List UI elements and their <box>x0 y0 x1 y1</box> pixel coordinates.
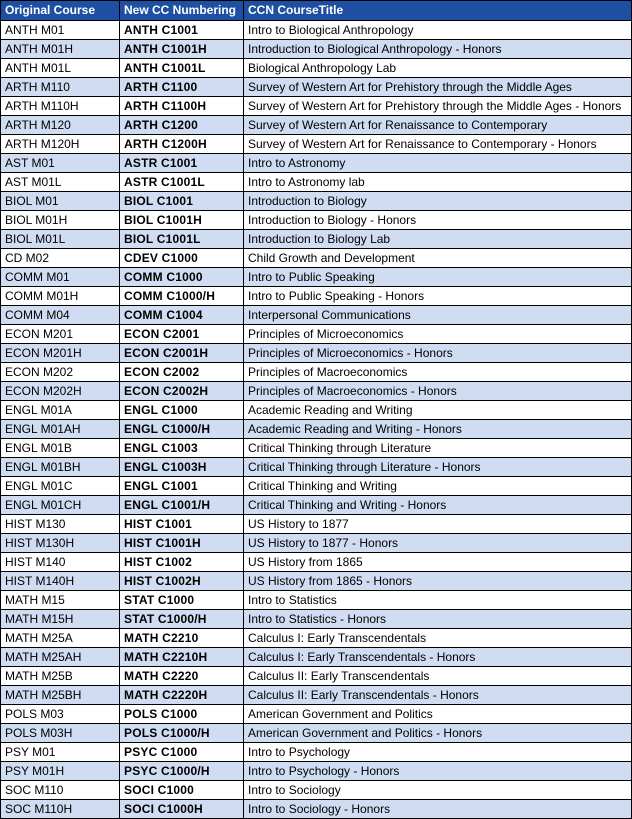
ccn-number-cell: ASTR C1001 <box>120 154 244 173</box>
table-row <box>1 401 632 420</box>
table-row <box>1 477 632 496</box>
table-row <box>1 40 632 59</box>
ccn-number-cell: ENGL C1003H <box>120 458 244 477</box>
ccn-title-cell: Principles of Macroeconomics <box>244 363 632 382</box>
table-row <box>1 629 632 648</box>
ccn-title-cell: Survey of Western Art for Renaissance to Contemporary - Honors <box>244 135 632 154</box>
original-course-cell: MATH M15H <box>1 610 120 629</box>
ccn-title-cell: Interpersonal Communications <box>244 306 632 325</box>
ccn-number-cell: ECON C2002 <box>120 363 244 382</box>
ccn-title-cell: Intro to Psychology <box>244 743 632 762</box>
ccn-number-cell: ARTH C1200 <box>120 116 244 135</box>
ccn-title-cell: Intro to Astronomy lab <box>244 173 632 192</box>
ccn-title-cell: US History from 1865 <box>244 553 632 572</box>
original-course-cell: ENGL M01B <box>1 439 120 458</box>
ccn-title-cell: Child Growth and Development <box>244 249 632 268</box>
ccn-number-cell: MATH C2220 <box>120 667 244 686</box>
table-header <box>1 1 632 21</box>
table-row <box>1 781 632 800</box>
table-row <box>1 173 632 192</box>
ccn-title-cell: Introduction to Biology - Honors <box>244 211 632 230</box>
original-course-cell: MATH M25B <box>1 667 120 686</box>
original-course-cell: MATH M25AH <box>1 648 120 667</box>
ccn-title-cell: Critical Thinking and Writing - Honors <box>244 496 632 515</box>
table-row <box>1 363 632 382</box>
header-new-cc-numbering: New CC Numbering <box>120 1 244 21</box>
ccn-title-cell: Principles of Macroeconomics - Honors <box>244 382 632 401</box>
ccn-number-cell: COMM C1000 <box>120 268 244 287</box>
ccn-title-cell: Academic Reading and Writing - Honors <box>244 420 632 439</box>
original-course-cell: BIOL M01H <box>1 211 120 230</box>
ccn-number-cell: PSYC C1000/H <box>120 762 244 781</box>
table-row <box>1 154 632 173</box>
ccn-number-cell: HIST C1001H <box>120 534 244 553</box>
table-row <box>1 306 632 325</box>
ccn-number-cell: ANTH C1001 <box>120 21 244 40</box>
table-row <box>1 724 632 743</box>
ccn-title-cell: Intro to Public Speaking <box>244 268 632 287</box>
original-course-cell: POLS M03 <box>1 705 120 724</box>
table-row <box>1 515 632 534</box>
ccn-title-cell: Survey of Western Art for Prehistory through the Middle Ages <box>244 78 632 97</box>
ccn-number-cell: BIOL C1001L <box>120 230 244 249</box>
ccn-number-cell: PSYC C1000 <box>120 743 244 762</box>
header-original-course: Original Course <box>1 1 120 21</box>
ccn-number-cell: POLS C1000 <box>120 705 244 724</box>
original-course-cell: ECON M201 <box>1 325 120 344</box>
ccn-number-cell: HIST C1001 <box>120 515 244 534</box>
table-body <box>1 21 632 819</box>
original-course-cell: BIOL M01 <box>1 192 120 211</box>
original-course-cell: MATH M15 <box>1 591 120 610</box>
table-row <box>1 230 632 249</box>
ccn-number-cell: SOCI C1000H <box>120 800 244 819</box>
ccn-number-cell: ENGL C1001 <box>120 477 244 496</box>
ccn-title-cell: Intro to Sociology - Honors <box>244 800 632 819</box>
original-course-cell: ARTH M110 <box>1 78 120 97</box>
ccn-title-cell: Academic Reading and Writing <box>244 401 632 420</box>
table-row <box>1 382 632 401</box>
original-course-cell: ANTH M01 <box>1 21 120 40</box>
original-course-cell: HIST M130 <box>1 515 120 534</box>
ccn-number-cell: BIOL C1001H <box>120 211 244 230</box>
original-course-cell: HIST M130H <box>1 534 120 553</box>
table-row <box>1 268 632 287</box>
ccn-title-cell: US History to 1877 - Honors <box>244 534 632 553</box>
original-course-cell: SOC M110 <box>1 781 120 800</box>
original-course-cell: ANTH M01H <box>1 40 120 59</box>
ccn-number-cell: STAT C1000 <box>120 591 244 610</box>
ccn-title-cell: Intro to Astronomy <box>244 154 632 173</box>
original-course-cell: ENGL M01C <box>1 477 120 496</box>
original-course-cell: ENGL M01AH <box>1 420 120 439</box>
ccn-number-cell: COMM C1000/H <box>120 287 244 306</box>
original-course-cell: AST M01 <box>1 154 120 173</box>
ccn-number-cell: ECON C2001 <box>120 325 244 344</box>
table-row <box>1 78 632 97</box>
table-row <box>1 591 632 610</box>
ccn-number-cell: ECON C2001H <box>120 344 244 363</box>
ccn-number-cell: ENGL C1001/H <box>120 496 244 515</box>
table-row <box>1 439 632 458</box>
original-course-cell: ECON M202H <box>1 382 120 401</box>
ccn-number-cell: ENGL C1000 <box>120 401 244 420</box>
original-course-cell: ENGL M01CH <box>1 496 120 515</box>
ccn-title-cell: Critical Thinking and Writing <box>244 477 632 496</box>
ccn-number-cell: STAT C1000/H <box>120 610 244 629</box>
original-course-cell: ECON M202 <box>1 363 120 382</box>
ccn-number-cell: MATH C2210H <box>120 648 244 667</box>
original-course-cell: BIOL M01L <box>1 230 120 249</box>
table-row <box>1 800 632 819</box>
ccn-title-cell: Calculus II: Early Transcendentals <box>244 667 632 686</box>
table-row <box>1 420 632 439</box>
ccn-number-cell: BIOL C1001 <box>120 192 244 211</box>
original-course-cell: PSY M01 <box>1 743 120 762</box>
ccn-number-cell: MATH C2210 <box>120 629 244 648</box>
ccn-number-cell: ANTH C1001H <box>120 40 244 59</box>
original-course-cell: COMM M01H <box>1 287 120 306</box>
table-row <box>1 344 632 363</box>
ccn-number-cell: CDEV C1000 <box>120 249 244 268</box>
table-row <box>1 743 632 762</box>
original-course-cell: MATH M25A <box>1 629 120 648</box>
table-row <box>1 496 632 515</box>
ccn-number-cell: SOCI C1000 <box>120 781 244 800</box>
ccn-number-cell: COMM C1004 <box>120 306 244 325</box>
table-row <box>1 667 632 686</box>
ccn-title-cell: Critical Thinking through Literature - Honors <box>244 458 632 477</box>
ccn-title-cell: Intro to Sociology <box>244 781 632 800</box>
original-course-cell: COMM M04 <box>1 306 120 325</box>
table-row <box>1 21 632 40</box>
ccn-title-cell: Survey of Western Art for Prehistory through the Middle Ages - Honors <box>244 97 632 116</box>
table-row <box>1 553 632 572</box>
table-row <box>1 610 632 629</box>
table-row <box>1 59 632 78</box>
original-course-cell: ENGL M01BH <box>1 458 120 477</box>
original-course-cell: ARTH M120 <box>1 116 120 135</box>
ccn-number-cell: HIST C1002H <box>120 572 244 591</box>
original-course-cell: COMM M01 <box>1 268 120 287</box>
ccn-number-cell: ARTH C1100H <box>120 97 244 116</box>
table-row <box>1 249 632 268</box>
ccn-number-cell: HIST C1002 <box>120 553 244 572</box>
table-row <box>1 211 632 230</box>
ccn-title-cell: Intro to Psychology - Honors <box>244 762 632 781</box>
ccn-title-cell: Principles of Microeconomics <box>244 325 632 344</box>
original-course-cell: SOC M110H <box>1 800 120 819</box>
ccn-title-cell: US History from 1865 - Honors <box>244 572 632 591</box>
table-row <box>1 705 632 724</box>
ccn-number-cell: ECON C2002H <box>120 382 244 401</box>
ccn-title-cell: Calculus I: Early Transcendentals - Honors <box>244 648 632 667</box>
table-row <box>1 287 632 306</box>
ccn-title-cell: Biological Anthropology Lab <box>244 59 632 78</box>
original-course-cell: ARTH M120H <box>1 135 120 154</box>
original-course-cell: HIST M140 <box>1 553 120 572</box>
ccn-number-cell: ASTR C1001L <box>120 173 244 192</box>
ccn-number-cell: ARTH C1200H <box>120 135 244 154</box>
table-row <box>1 648 632 667</box>
original-course-cell: AST M01L <box>1 173 120 192</box>
ccn-number-cell: MATH C2220H <box>120 686 244 705</box>
ccn-title-cell: Introduction to Biology <box>244 192 632 211</box>
table-row <box>1 458 632 477</box>
ccn-title-cell: Principles of Microeconomics - Honors <box>244 344 632 363</box>
ccn-title-cell: US History to 1877 <box>244 515 632 534</box>
ccn-title-cell: Calculus I: Early Transcendentals <box>244 629 632 648</box>
header-row <box>1 1 632 21</box>
ccn-title-cell: Intro to Statistics - Honors <box>244 610 632 629</box>
table-row <box>1 192 632 211</box>
original-course-cell: HIST M140H <box>1 572 120 591</box>
original-course-cell: POLS M03H <box>1 724 120 743</box>
table-row <box>1 135 632 154</box>
ccn-number-cell: ANTH C1001L <box>120 59 244 78</box>
ccn-title-cell: Intro to Statistics <box>244 591 632 610</box>
ccn-title-cell: Introduction to Biological Anthropology - Honors <box>244 40 632 59</box>
ccn-title-cell: American Government and Politics - Honors <box>244 724 632 743</box>
ccn-title-cell: Intro to Biological Anthropology <box>244 21 632 40</box>
original-course-cell: ARTH M110H <box>1 97 120 116</box>
table-row <box>1 534 632 553</box>
ccn-title-cell: Introduction to Biology Lab <box>244 230 632 249</box>
ccn-title-cell: Calculus II: Early Transcendentals - Honors <box>244 686 632 705</box>
ccn-title-cell: Intro to Public Speaking - Honors <box>244 287 632 306</box>
ccn-title-cell: Survey of Western Art for Renaissance to Contemporary <box>244 116 632 135</box>
ccn-number-cell: ARTH C1100 <box>120 78 244 97</box>
table-row <box>1 762 632 781</box>
table-row <box>1 116 632 135</box>
original-course-cell: ANTH M01L <box>1 59 120 78</box>
table-row <box>1 325 632 344</box>
ccn-number-cell: ENGL C1000/H <box>120 420 244 439</box>
table-row <box>1 97 632 116</box>
ccn-title-cell: Critical Thinking through Literature <box>244 439 632 458</box>
original-course-cell: MATH M25BH <box>1 686 120 705</box>
ccn-number-cell: ENGL C1003 <box>120 439 244 458</box>
original-course-cell: PSY M01H <box>1 762 120 781</box>
header-ccn-course-title: CCN CourseTitle <box>244 1 632 21</box>
ccn-number-cell: POLS C1000/H <box>120 724 244 743</box>
original-course-cell: CD M02 <box>1 249 120 268</box>
original-course-cell: ECON M201H <box>1 344 120 363</box>
original-course-cell: ENGL M01A <box>1 401 120 420</box>
ccn-title-cell: American Government and Politics <box>244 705 632 724</box>
table-row <box>1 572 632 591</box>
table-row <box>1 686 632 705</box>
